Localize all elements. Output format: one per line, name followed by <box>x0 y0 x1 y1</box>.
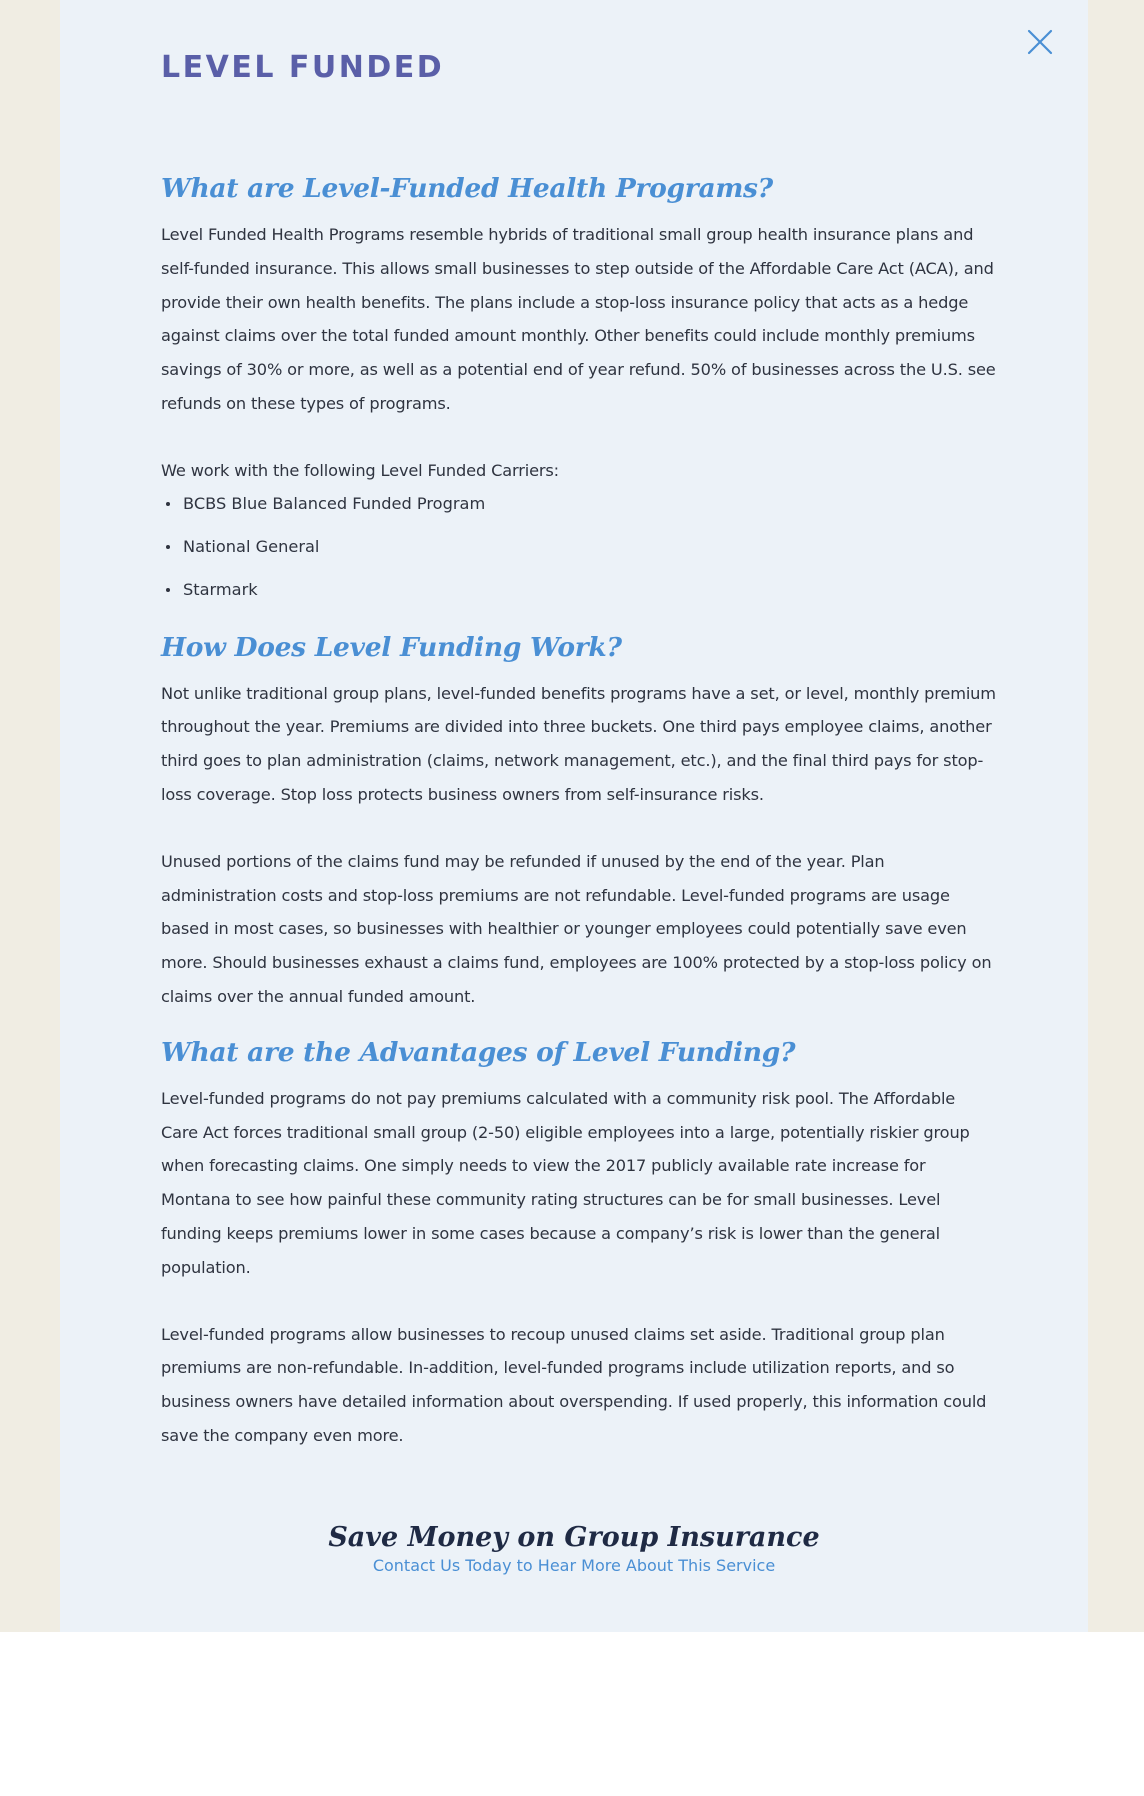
cta-block <box>60 1521 1088 1577</box>
carriers-list <box>161 493 996 601</box>
section-heading-what-are: What are Level-Funded Health Programs? <box>161 173 773 204</box>
contact-us-link[interactable]: Contact Us Today to Hear More About This Service <box>372 1556 776 1575</box>
carriers-intro: We work with the following Level Funded Carriers: <box>161 460 559 480</box>
section-paragraph: Level-funded programs do not pay premiums calculated with a community risk pool. The Affordable Care Act forces traditional small group (2-50) eligible employees into a large, potentially riskier group when forecasting claims. One simply needs to view the 2017 publicly available rate increase for Montana to see how painful these community rating structures can be for small businesses. Level funding keeps premiums lower in some cases because a company’s risk is lower than the general population. <box>161 1088 970 1277</box>
section-paragraph: Level Funded Health Programs resemble hybrids of traditional small group health insurance plans and self-funded insurance. This allows small businesses to step outside of the Affordable Care Act (ACA), and provide their own health benefits. The plans include a stop-loss insurance policy that acts as a hedge against claims over the total funded amount monthly. Other benefits could include monthly premiums savings of 30% or more, as well as a potential end of year refund. 50% of businesses across the U.S. see refunds on these types of programs. <box>161 225 996 413</box>
list-item: BCBS Blue Balanced Funded Program <box>183 493 996 515</box>
service-modal <box>60 0 1088 1632</box>
section-paragraph: Not unlike traditional group plans, level-funded benefits programs have a set, or level, monthly premium throughout the year. Premiums are divided into three buckets. One third pays employee claims, another third goes to plan administration (claims, network management, etc.), and the final third pays for stop-loss coverage. Stop loss protects business owners from self-insurance risks. <box>161 683 996 804</box>
close-button[interactable] <box>1022 24 1058 60</box>
modal-content <box>161 172 996 1453</box>
modal-title: LEVEL FUNDED <box>161 50 445 85</box>
close-icon <box>1022 24 1058 60</box>
section-paragraph: Unused portions of the claims fund may be refunded if unused by the end of the year. Plan administration costs and stop-loss premiums are not refundable. Level-funded programs are usage based in most cases, so businesses with healthier or younger employees could potentially save even more. Should businesses exhaust a claims fund, employees are 100% protected by a stop-loss policy on claims over the annual funded amount. <box>161 851 992 1006</box>
section-heading-how-does: How Does Level Funding Work? <box>161 631 622 663</box>
list-item: National General <box>183 536 996 558</box>
cta-title: Save Money on Group Insurance <box>328 1522 820 1553</box>
section-paragraph: Level-funded programs allow businesses to recoup unused claims set aside. Traditional group plan premiums are non-refundable. In-addition, level-funded programs include utilization reports, and so business owners have detailed information about overspending. If used properly, this information could save the company even more. <box>161 1324 987 1445</box>
section-heading-advantages: What are the Advantages of Level Funding? <box>161 1036 796 1068</box>
list-item: Starmark <box>183 579 996 601</box>
